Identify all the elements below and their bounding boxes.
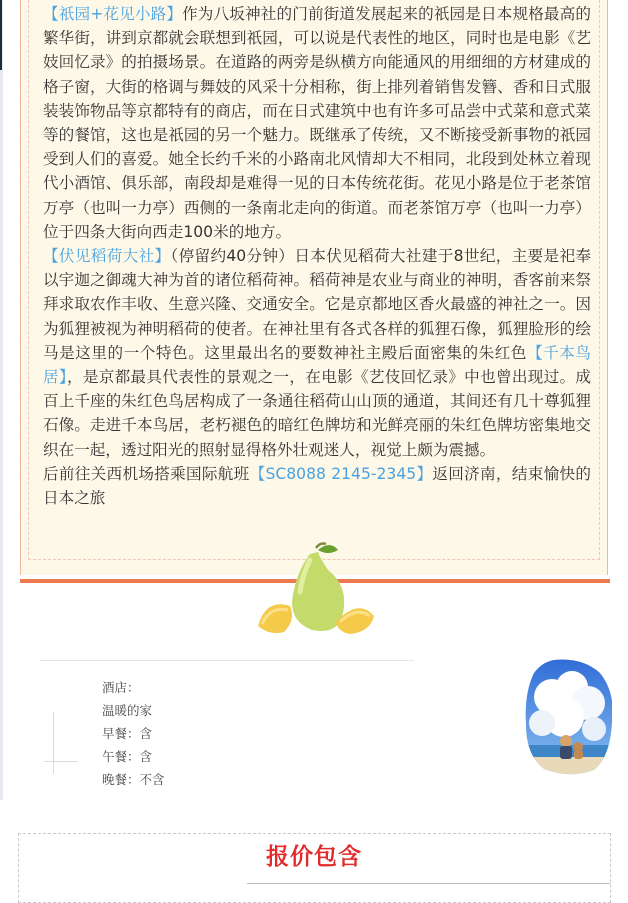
hotel-top-rule <box>40 660 414 661</box>
itinerary-card <box>20 0 608 575</box>
cloud-sky-thumbnail-icon <box>524 657 612 777</box>
dinner-info: 晚餐：不含 <box>102 772 165 787</box>
torii-tag: 【千本鸟居】 <box>43 343 591 387</box>
hotel-corner-vertical <box>53 712 54 774</box>
flight-suffix: 返回济南，结束愉快的日本之旅 <box>43 464 591 508</box>
left-edge-accent <box>0 0 2 70</box>
hotel-corner-horizontal <box>44 761 78 762</box>
gion-tag: 【祇园+花见小路】 <box>43 5 183 23</box>
lunch-info: 午餐：含 <box>102 749 153 764</box>
itinerary-text <box>43 2 591 510</box>
flight-prefix: 后前往关西机场搭乘国际航班 <box>43 464 250 483</box>
left-edge-strip <box>0 0 3 800</box>
price-section-title: 报价包含 <box>266 844 362 870</box>
fushimi-tag: 【伏见稻荷大社】 <box>43 247 171 266</box>
fushimi-description-2: ，是京都最具代表性的景观之一，在电影《艺伎回忆录》中也曾出现过。成百上千座的朱红色鸟居构成了一条通往稻荷山山顶的通道，其间还有几十尊狐狸石像。走进千本鸟居，老朽褪色的暗红色牌坊和光鲜亮丽的朱红色牌坊密集地交织在一起，透过阳光的照射显得格外壮观迷人，视觉上颇为震撼。 <box>43 368 591 459</box>
breakfast-info: 早餐：含 <box>102 726 153 741</box>
hotel-label: 酒店： <box>102 680 140 695</box>
itinerary-card-frame <box>28 0 600 560</box>
gion-description: 作为八坂神社的门前街道发展起来的祇园是日本规格最高的繁华街，讲到京都就会联想到祇园，可以说是代表性的地区，同时也是电影《艺妓回忆录》的拍摄场景。在道路的两旁是纵横方向能通风的用细细的方材建成的格子窗，大街的格调与舞妓的风采十分相称，街上排列着销售发簪、香和日式服装装饰物品等京都特有的商店，而在日式建筑中也有许多可品尝中式菜和意式菜等的餐馆，这也是祇园的另一个魅力。既继承了传统，又不断接受新事物的祇园受到人们的喜爱。她全长约千米的小路南北风情却大不相同，北段到处林立着现代小酒馆、俱乐部，南段却是难得一见的日本传统花街。花见小路是位于老茶馆万亭（也叫一力亭）西侧的一条南北走向的街道。而老茶馆万亭（也叫一力亭）位于四条大街向西走100米的地方。 <box>43 5 591 241</box>
flight-tag: 【SC8088 2145-2345】 <box>249 464 433 483</box>
fushimi-description-1: （停留约40分钟）日本伏见稻荷大社建于8世纪，主要是祀奉以宇迦之御魂大神为首的诸位稻荷神。稻荷神是农业与商业的神明，香客前来祭拜求取农作丰收、生意兴隆、交通安全。它是京都地区香火最盛的神社之一。因为狐狸被视为神明稻荷的使者。在神社里有各式各样的狐狸石像，狐狸脸形的绘马是这里的一个特色。这里最出名的要数神社主殿后面密集的朱红色 <box>43 247 591 362</box>
fushimi-paragraph <box>43 244 591 462</box>
gion-paragraph <box>43 2 591 244</box>
flight-paragraph <box>43 462 591 510</box>
hotel-value: 温暖的家 <box>102 703 153 718</box>
price-title-underline <box>247 883 610 884</box>
pear-icon <box>250 540 380 638</box>
hotel-info <box>102 676 165 791</box>
